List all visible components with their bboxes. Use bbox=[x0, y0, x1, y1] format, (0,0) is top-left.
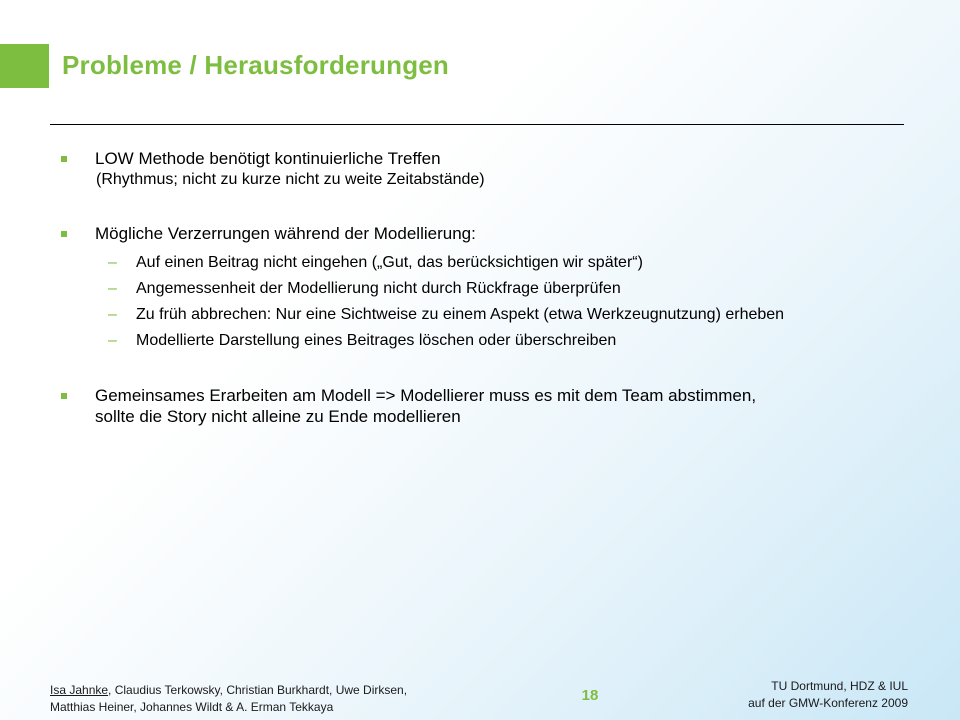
footer-org-line1: TU Dortmund, HDZ & IUL bbox=[771, 679, 908, 693]
bullet-square-icon bbox=[61, 393, 67, 399]
title-accent-block bbox=[0, 44, 49, 88]
authors-rest: , Claudius Terkowsky, Christian Burkhardt, Uwe Dirksen, bbox=[108, 683, 408, 697]
bullet-square-icon bbox=[61, 231, 67, 237]
bullet-text: Gemeinsames Erarbeiten am Modell => Modellierer muss es mit dem Team abstimmen, bbox=[95, 386, 757, 405]
footer-authors-line2: Matthias Heiner, Johannes Wildt & A. Erman Tekkaya bbox=[50, 700, 334, 714]
bullet-text: LOW Methode benötigt kontinuierliche Treffen bbox=[95, 149, 441, 168]
footer-org-line2: auf der GMW-Konferenz 2009 bbox=[748, 696, 908, 710]
bullet-continuation: sollte die Story nicht alleine zu Ende modellieren bbox=[95, 407, 461, 426]
footer-authors bbox=[50, 682, 407, 716]
bullet-continuation: (Rhythmus; nicht zu kurze nicht zu weite Zeitabstände) bbox=[96, 171, 485, 188]
dash-marker: – bbox=[108, 306, 117, 323]
slide-title: Probleme / Herausforderungen bbox=[62, 50, 450, 80]
dash-marker: – bbox=[108, 254, 117, 271]
bullet-square-icon bbox=[61, 156, 67, 162]
title-divider bbox=[50, 124, 904, 125]
sub-item-text: Modellierte Darstellung eines Beitrages löschen oder überschreiben bbox=[136, 332, 617, 349]
footer-organization bbox=[748, 678, 908, 712]
bullet-text: Mögliche Verzerrungen während der Modellierung: bbox=[95, 224, 476, 243]
sub-item-text: Auf einen Beitrag nicht eingehen („Gut, das berücksichtigen wir später“) bbox=[136, 254, 643, 271]
sub-item-text: Zu früh abbrechen: Nur eine Sichtweise zu einem Aspekt (etwa Werkzeugnutzung) erheben bbox=[136, 306, 785, 323]
dash-marker: – bbox=[108, 332, 117, 349]
dash-marker: – bbox=[108, 280, 117, 297]
sub-item-text: Angemessenheit der Modellierung nicht durch Rückfrage überprüfen bbox=[136, 280, 621, 297]
footer-authors-line1 bbox=[50, 682, 407, 699]
page-number: 18 bbox=[581, 687, 599, 704]
author-link[interactable]: Isa Jahnke bbox=[50, 683, 109, 697]
